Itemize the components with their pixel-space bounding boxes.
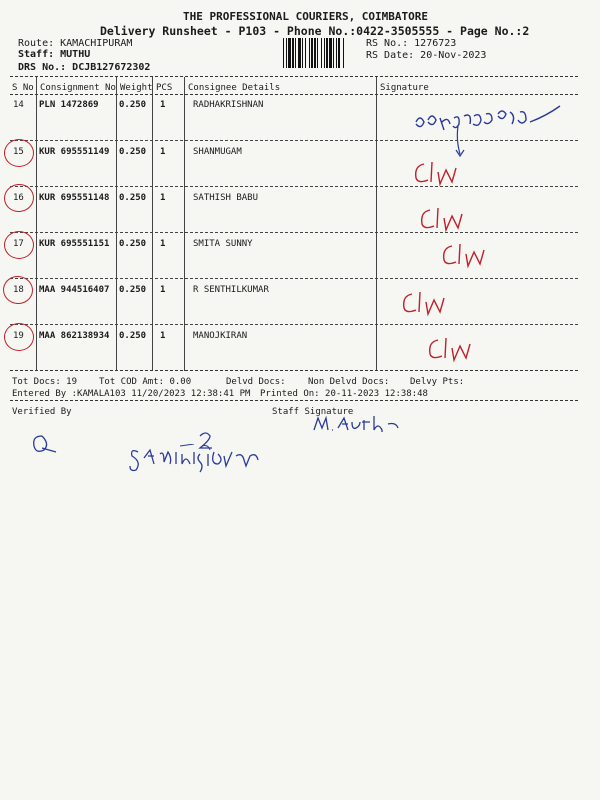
row-consignee: R SENTHILKUMAR (193, 285, 269, 295)
barcode-bar (338, 38, 340, 68)
total-docs: Tot Docs: 19 (12, 377, 78, 387)
staff-signature-label: Staff Signature (272, 407, 354, 417)
red-signature-cln (400, 290, 450, 322)
barcode-bar (326, 38, 328, 68)
col-divider (116, 77, 117, 371)
delivery-points: Delvy Pts: (410, 377, 465, 387)
drs-number: DRS No.: DCJB127672302 (18, 62, 151, 73)
row-sno: 15 (13, 147, 24, 157)
verified-by-label: Verified By (12, 407, 72, 417)
col-header-consignee: Consignee Details (188, 83, 281, 93)
rs-date: RS Date: 20-Nov-2023 (366, 50, 487, 61)
row-weight: 0.250 (119, 331, 147, 341)
rs-number: RS No.: 1276723 (366, 38, 457, 49)
barcode-bar (321, 38, 322, 68)
row-consignee: SMITA SUNNY (193, 239, 253, 249)
row-pcs: 1 (160, 285, 166, 295)
row-pcs: 1 (160, 100, 166, 110)
red-circle-mark (4, 231, 34, 259)
row-consignee: MANOJKIRAN (193, 331, 248, 341)
barcode-bar (305, 38, 306, 68)
entered-by: Entered By :KAMALA103 11/20/2023 12:38:41 PM (12, 389, 251, 399)
verifier-handwritten-signature (128, 444, 278, 482)
barcode-bar (292, 38, 294, 68)
row-pcs: 1 (160, 147, 166, 157)
table-bottom-divider (10, 370, 578, 371)
barcode-bar (336, 38, 337, 68)
barcode-bar (295, 38, 296, 68)
row-sno: 18 (13, 285, 24, 295)
row-consignment: MAA 944516407 (39, 285, 110, 295)
row-weight: 0.250 (119, 285, 147, 295)
red-signature-cln (412, 160, 462, 192)
red-circle-mark (2, 275, 35, 306)
col-header-weight: Weight (120, 83, 153, 93)
barcode-bar (317, 38, 318, 68)
handwritten-phone-signature (412, 104, 562, 160)
row-sno: 17 (13, 239, 24, 249)
barcode-bar (333, 38, 334, 68)
staff-label: Staff: MUTHU (18, 49, 91, 60)
red-signature-cln (426, 336, 476, 368)
verifier-initial-mark (28, 432, 68, 462)
row-pcs: 1 (160, 331, 166, 341)
row-sno: 19 (13, 331, 24, 341)
row-divider (10, 232, 578, 233)
non-delivered-docs: Non Delvd Docs: (308, 377, 390, 387)
table-header-divider (10, 94, 578, 95)
barcode-bar (311, 38, 313, 68)
barcode (282, 38, 360, 68)
staff-handwritten-signature (312, 414, 402, 440)
col-divider (152, 77, 153, 371)
delivered-docs: Delvd Docs: (226, 377, 286, 387)
col-divider (376, 77, 377, 371)
row-pcs: 1 (160, 193, 166, 203)
row-divider (10, 278, 578, 279)
barcode-bar (298, 38, 301, 68)
barcode-bar (286, 38, 287, 68)
barcode-bar (309, 38, 310, 68)
row-consignment: KUR 695551148 (39, 193, 110, 203)
barcode-bar (283, 38, 284, 68)
col-header-signature: Signature (380, 83, 429, 93)
total-cod-amount: Tot COD Amt: 0.00 (99, 377, 192, 387)
row-pcs: 1 (160, 239, 166, 249)
red-signature-cln (440, 242, 490, 274)
barcode-bar (288, 38, 291, 68)
row-consignment: MAA 862138934 (39, 331, 110, 341)
route-label: Route: KAMACHIPURAM (18, 38, 133, 49)
company-name: THE PROFESSIONAL COURIERS, COIMBATORE (183, 10, 429, 23)
red-signature-cln (418, 206, 468, 238)
col-header-pcs: PCS (156, 83, 173, 93)
col-divider (36, 77, 37, 371)
barcode-bar (329, 38, 332, 68)
red-circle-mark (4, 323, 34, 351)
row-divider (10, 186, 578, 187)
red-circle-mark (4, 139, 34, 167)
row-sno: 16 (13, 193, 24, 203)
col-header-consignment: Consignment No (40, 83, 116, 93)
barcode-bar (324, 38, 325, 68)
row-sno: 14 (13, 100, 24, 110)
row-consignment: KUR 695551151 (39, 239, 110, 249)
row-weight: 0.250 (119, 193, 147, 203)
col-header-sno: S No (12, 83, 34, 93)
row-weight: 0.250 (119, 147, 147, 157)
row-weight: 0.250 (119, 239, 147, 249)
row-consignee: SHANMUGAM (193, 147, 242, 157)
row-divider (10, 324, 578, 325)
row-consignee: RADHAKRISHNAN (193, 100, 264, 110)
printed-on: Printed On: 20-11-2023 12:38:48 (260, 389, 428, 399)
row-consignment: PLN 1472869 (39, 100, 99, 110)
barcode-bar (343, 38, 344, 68)
barcode-bar (314, 38, 316, 68)
barcode-bar (302, 38, 303, 68)
row-consignee: SATHISH BABU (193, 193, 259, 203)
footer-divider (10, 400, 578, 401)
row-weight: 0.250 (119, 100, 147, 110)
col-divider (184, 77, 185, 371)
table-top-divider (10, 76, 578, 77)
row-consignment: KUR 695551149 (39, 147, 110, 157)
runsheet-subtitle: Delivery Runsheet - P103 - Phone No.:0422-3505555 - Page No.:2 (100, 24, 530, 38)
